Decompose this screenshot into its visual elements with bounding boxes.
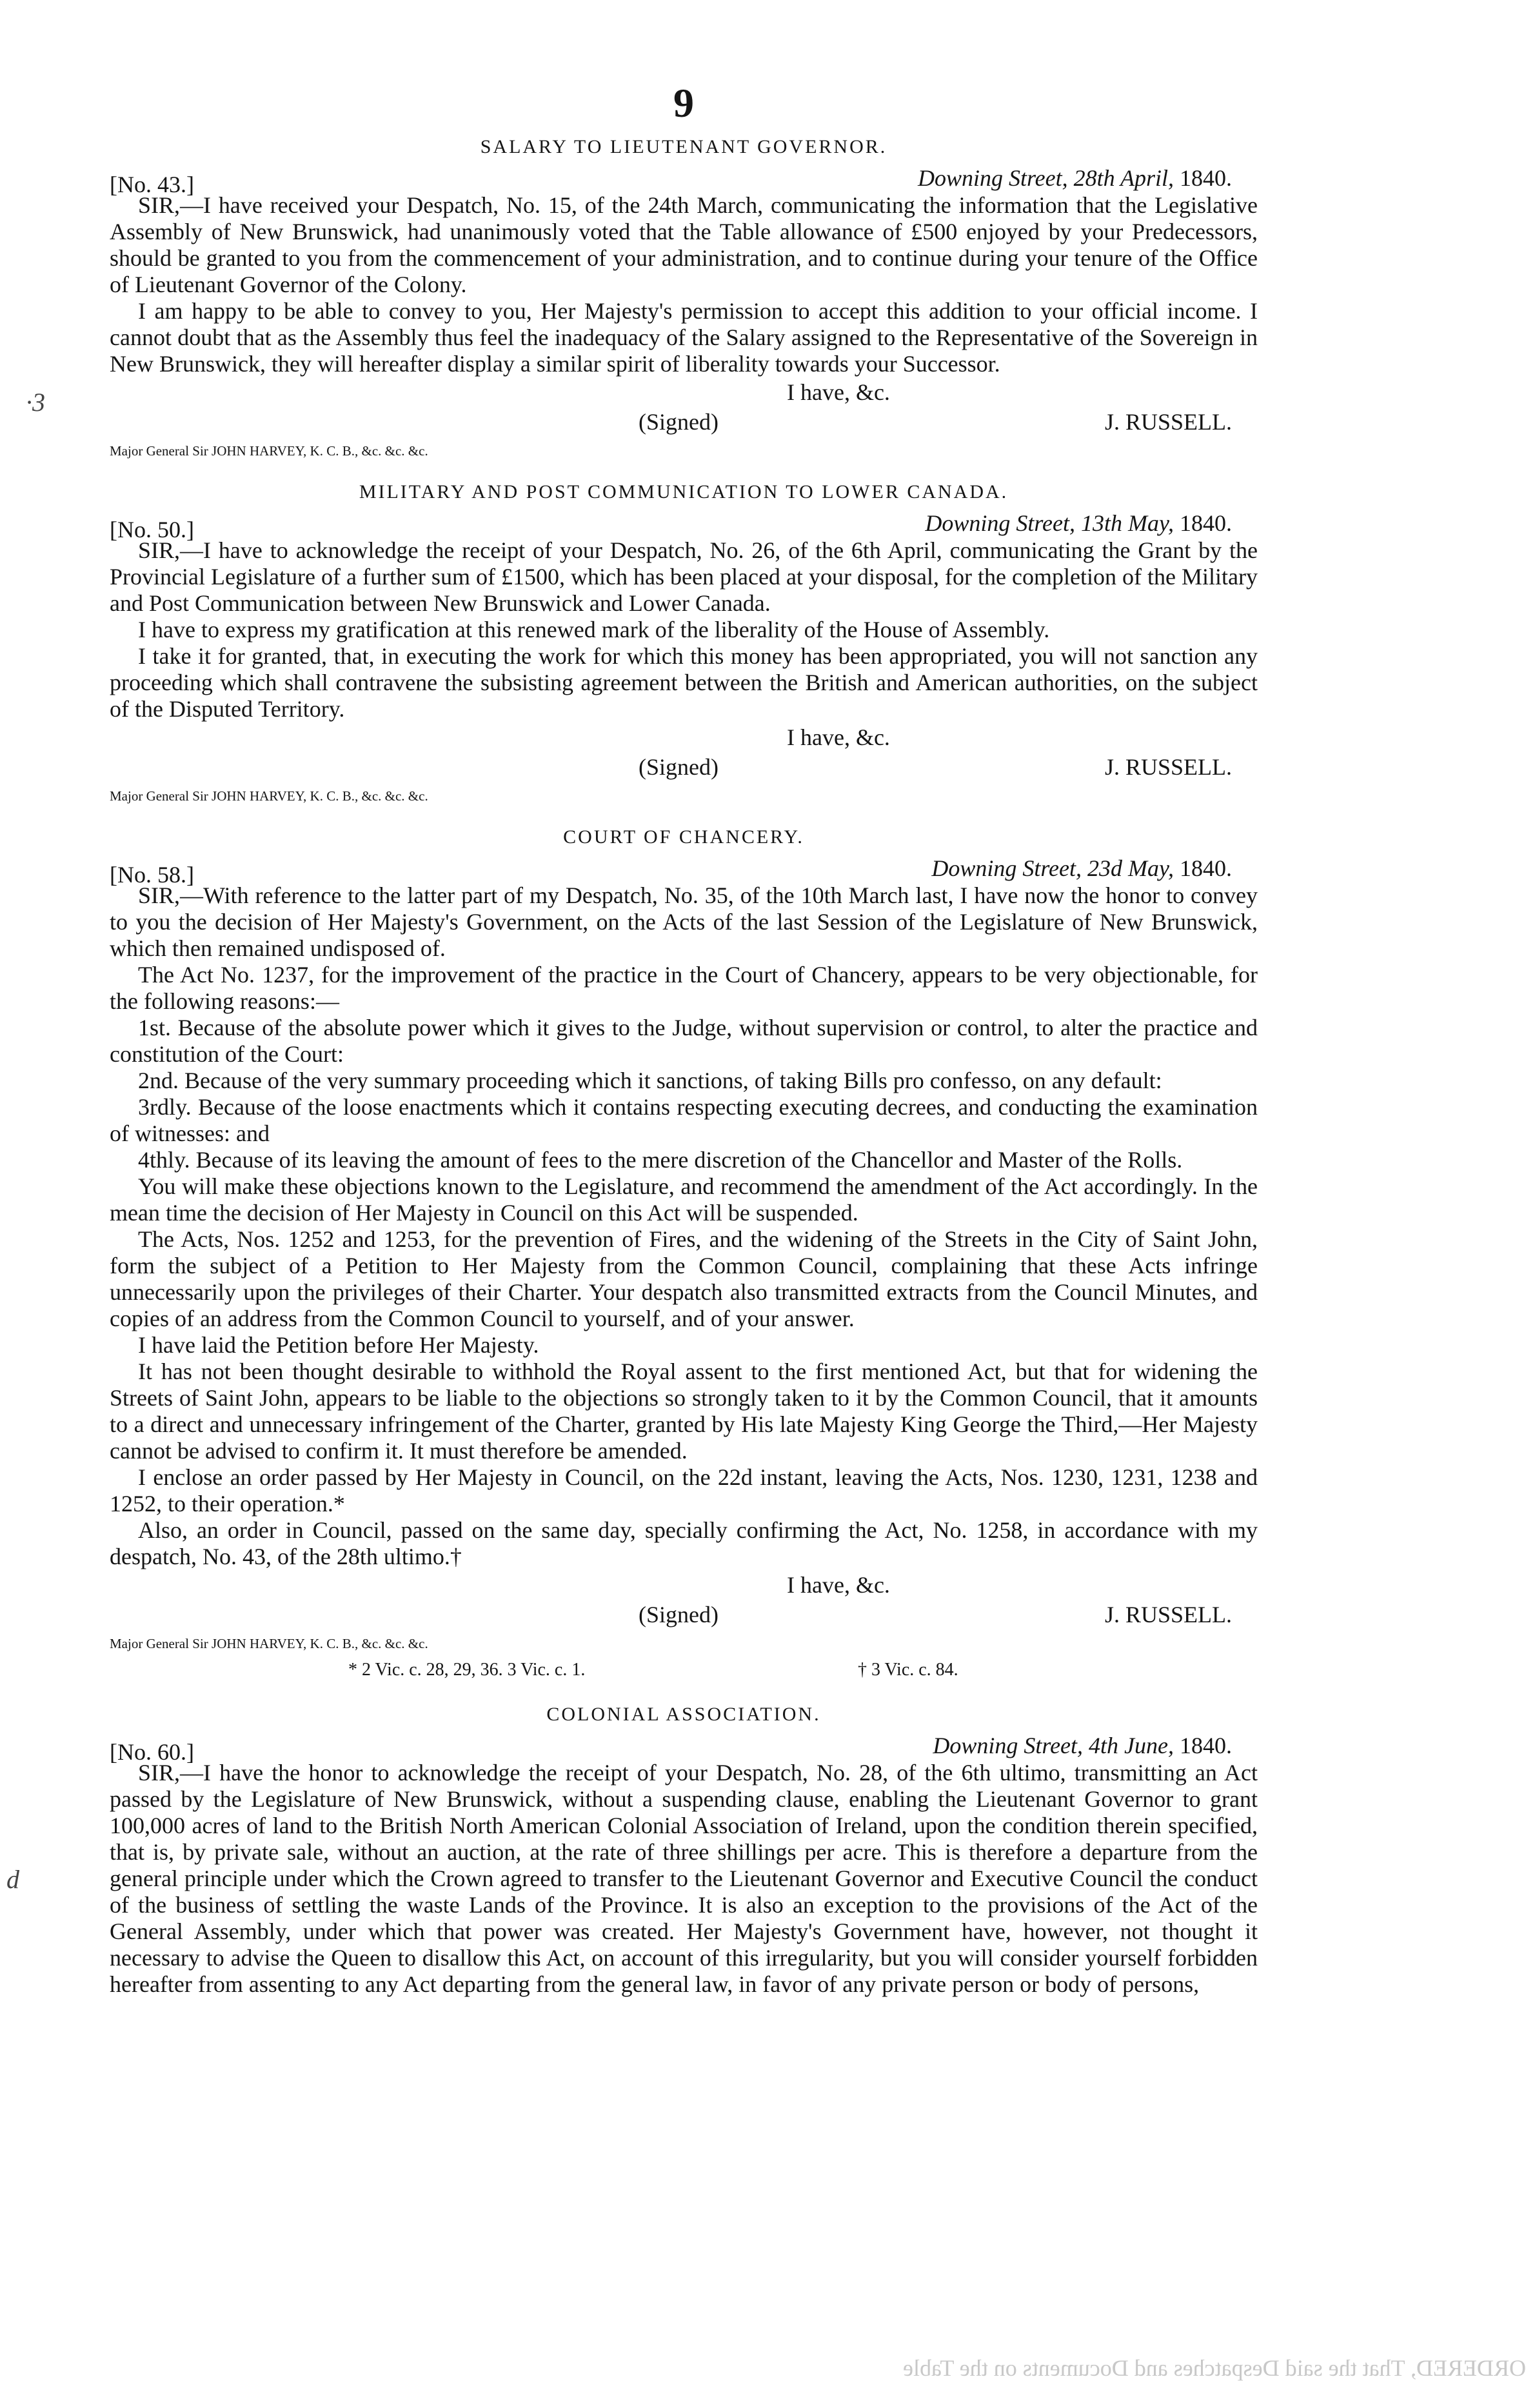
addressee: Major General Sir JOHN HARVEY, K. C. B., &c. &c. &c. [110, 788, 428, 804]
signature-row [110, 1600, 1258, 1629]
dateline-text: Downing Street, 23d May, [931, 855, 1174, 881]
section-header [110, 509, 1258, 542]
paragraph: I take it for granted, that, in executing the work for which this money has been appropriated, you will not sanction any proceeding which shall contravene the subsisting agreement between the British and American authorities, on the subject of the Disputed Territory. [110, 643, 1258, 722]
dateline [925, 509, 1232, 537]
signature-row [110, 752, 1258, 782]
footnote: † 3 Vic. c. 84. [858, 1660, 958, 1680]
paragraph: I enclose an order passed by Her Majesty in Council, on the 22d instant, leaving the Acts, Nos. 1230, 1231, 1238 and 1252, to their operation.* [110, 1464, 1258, 1517]
paragraph: You will make these objections known to the Legislature, and recommend the amendment of the Act accordingly. In the mean time the decision of Her Majesty in Council on this Act will be suspended. [110, 1173, 1258, 1226]
closing: I have, &c. [787, 379, 890, 405]
section-title: COLONIAL ASSOCIATION. [546, 1704, 821, 1725]
dateline-year: 1840. [1180, 165, 1232, 191]
section-salary [110, 133, 1258, 461]
footnotes [110, 1657, 1258, 1684]
closing: I have, &c. [787, 724, 890, 750]
section-header [110, 854, 1258, 888]
bleed-through-text: ORDERED, That the said Despatches and Documents on the Table [903, 2355, 1526, 2381]
despatch-number: [No. 58.] [110, 862, 194, 888]
signed-label: (Signed) [639, 754, 718, 780]
signatory: J. RUSSELL. [1104, 1602, 1232, 1627]
signature-row [110, 407, 1258, 437]
paragraph: I have to express my gratification at this renewed mark of the liberality of the House of Assembly. [138, 617, 1050, 642]
closing-row [110, 1570, 1258, 1600]
dateline-year: 1840. [1180, 855, 1232, 881]
footnote: * 2 Vic. c. 28, 29, 36. 3 Vic. c. 1. [348, 1660, 586, 1680]
dateline-year: 1840. [1180, 510, 1232, 536]
paragraph: 2nd. Because of the very summary proceeding which it sanctions, of taking Bills pro confesso, on any default: [138, 1068, 1162, 1093]
document-page [110, 77, 1258, 1998]
paragraph: SIR,—I have received your Despatch, No. 15, of the 24th March, communicating the information that the Legislative Assembly of New Brunswick, had unanimously voted that the Table allowance of £500 enjoyed by your Predecessors, should be granted to you from the commencement of your administration, and to continue during your tenure of the Office of Lieutenant Governor of the Colony. [110, 192, 1258, 297]
paragraph: 3rdly. Because of the loose enactments which it contains respecting executing decrees, and conducting the examination of witnesses: and [110, 1094, 1258, 1146]
margin-mark-1: ·3 [26, 388, 45, 417]
section-colonial-association [110, 1700, 1258, 1998]
section-header [110, 164, 1258, 197]
section-title: MILITARY AND POST COMMUNICATION TO LOWER CANADA. [359, 481, 1009, 502]
page-number: 9 [673, 80, 694, 126]
despatch-number: [No. 60.] [110, 1739, 194, 1765]
closing-row [110, 722, 1258, 752]
dateline-text: Downing Street, 28th April, [917, 165, 1174, 191]
paragraph: SIR,—I have to acknowledge the receipt of your Despatch, No. 26, of the 6th April, communicating the Grant by the Provincial Legislature of a further sum of £1500, which has been placed at your disposal, for the completion of the Military and Post Communication between New Brunswick and Lower Canada. [110, 537, 1258, 616]
signatory: J. RUSSELL. [1104, 409, 1232, 435]
paragraph: 1st. Because of the absolute power which it gives to the Judge, without supervision or control, to alter the practice and constitution of the Court: [110, 1015, 1258, 1067]
dateline-text: Downing Street, 13th May, [925, 510, 1174, 536]
section-military-post [110, 478, 1258, 806]
paragraph: 4thly. Because of its leaving the amount of fees to the mere discretion of the Chancellor and Master of the Rolls. [138, 1147, 1183, 1173]
dateline-year: 1840. [1180, 1733, 1232, 1758]
paragraph: SIR,—I have the honor to acknowledge the receipt of your Despatch, No. 28, of the 6th ultimo, transmitting an Act passed by the Legislature of New Brunswick, without a suspending clause, enabling the Lieutenant Governor to grant 100,000 acres of land to the British North American Colonial Association of Ireland, upon the condition therein specified, that is, by private sale, without an auction, at the rate of three shillings per acre. This is therefore a departure from the general principle under which the Crown agreed to transfer to the Lieutenant Governor and Executive Council the conduct of the business of settling the waste Lands of the Province. It is also an exception to the provisions of the Act of the General Assembly, under which that power was created. Her Majesty's Government have, however, not thought it necessary to advise the Queen to disallow this Act, on account of this irregularity, but you will consider yourself forbidden hereafter from assenting to any Act departing from the general law, in favor of any private person or body of persons, [110, 1760, 1258, 1997]
dateline-text: Downing Street, 4th June, [933, 1733, 1174, 1758]
paragraph: The Acts, Nos. 1252 and 1253, for the prevention of Fires, and the widening of the Streets in the City of Saint John, form the subject of a Petition to Her Majesty from the Common Council, complaining that these Acts infringe unnecessarily upon the privileges of their Charter. Your despatch also transmitted extracts from the Council Minutes, and copies of an address from the Common Council to yourself, and of your answer. [110, 1226, 1258, 1331]
paragraph: It has not been thought desirable to withhold the Royal assent to the first mentioned Act, but that for widening the Streets of Saint John, appears to be liable to the objections so strongly taken to it by the Common Council, that it amounts to a direct and unnecessary infringement of the Charter, granted by His late Majesty King George the Third,—Her Majesty cannot be advised to confirm it. It must therefore be amended. [110, 1358, 1258, 1464]
dateline [918, 164, 1232, 192]
signatory: J. RUSSELL. [1104, 754, 1232, 780]
paragraph: I am happy to be able to convey to you, Her Majesty's permission to accept this addition to your official income. I cannot doubt that as the Assembly thus feel the inadequacy of the Salary assigned to the Representative of the Sovereign in New Brunswick, they will hereafter display a similar spirit of liberality towards your Successor. [110, 298, 1258, 377]
signed-label: (Signed) [639, 1602, 718, 1627]
dateline [931, 854, 1232, 882]
despatch-number: [No. 50.] [110, 517, 194, 542]
signed-label: (Signed) [639, 409, 718, 435]
paragraph: SIR,—With reference to the latter part of my Despatch, No. 35, of the 10th March last, I have now the honor to convey to you the decision of Her Majesty's Government, on the Acts of the last Session of the Legislature of New Brunswick, which then remained undisposed of. [110, 882, 1258, 961]
addressee: Major General Sir JOHN HARVEY, K. C. B., &c. &c. &c. [110, 1636, 428, 1651]
section-header [110, 1731, 1258, 1765]
paragraph: Also, an order in Council, passed on the same day, specially confirming the Act, No. 1258, in accordance with my despatch, No. 43, of the 28th ultimo.† [110, 1517, 1258, 1569]
closing: I have, &c. [787, 1572, 890, 1598]
addressee: Major General Sir JOHN HARVEY, K. C. B., &c. &c. &c. [110, 443, 428, 459]
section-title: SALARY TO LIEUTENANT GOVERNOR. [480, 136, 887, 157]
margin-mark-2: d [6, 1865, 19, 1894]
section-title: COURT OF CHANCERY. [563, 826, 804, 848]
paragraph: The Act No. 1237, for the improvement of the practice in the Court of Chancery, appears to be very objectionable, for the following reasons:— [110, 962, 1258, 1014]
dateline [933, 1731, 1232, 1760]
section-court-of-chancery [110, 823, 1258, 1684]
paragraph: I have laid the Petition before Her Majesty. [138, 1332, 539, 1358]
closing-row [110, 377, 1258, 407]
despatch-number: [No. 43.] [110, 172, 194, 197]
